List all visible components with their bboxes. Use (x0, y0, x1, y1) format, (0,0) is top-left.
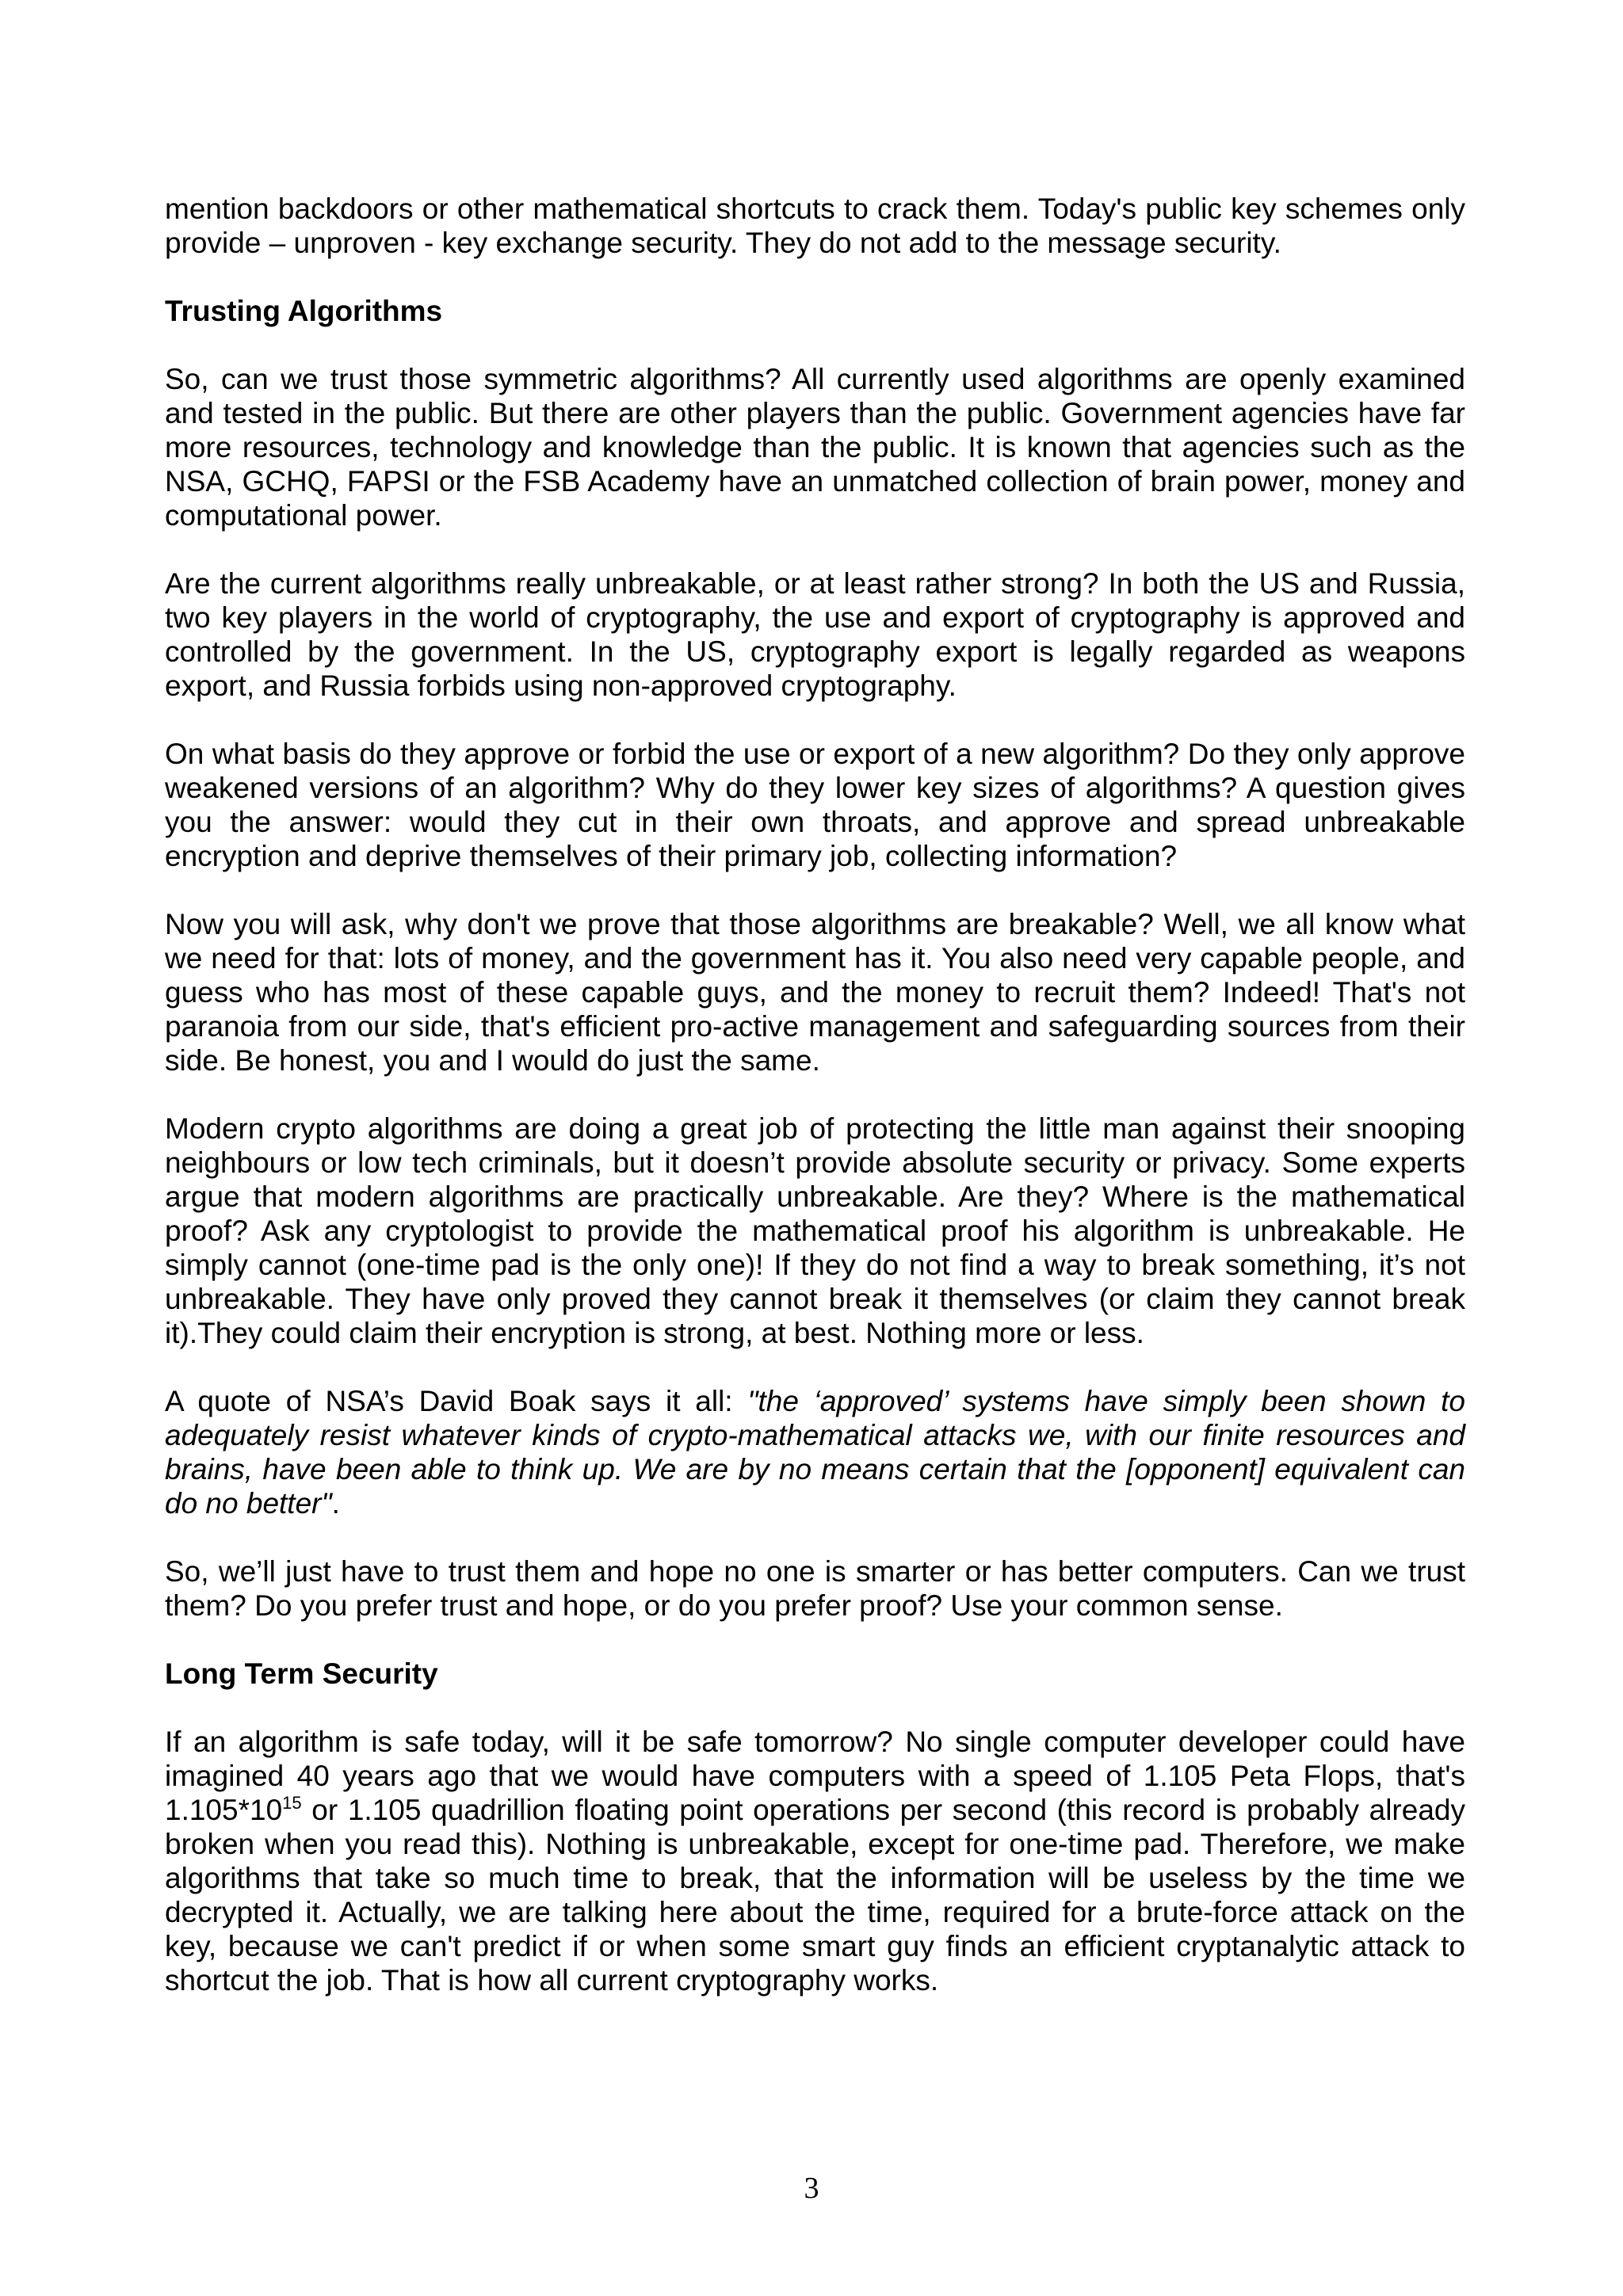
quote-paragraph (165, 1384, 1465, 1520)
paragraph-trusting-3: On what basis do they approve or forbid the use or export of a new algorithm? Do they only approve weakened versions of an algorithm? Why do they lower key sizes of algorithms? A question gives you the answer: would they cut in their own throats, and approve and spread unbreakable encryption and deprive themselves of their primary job, collecting information? (165, 738, 1465, 872)
exponent-superscript: 15 (282, 1793, 302, 1813)
quote-tail: . (331, 1487, 340, 1520)
section-heading-long-term-security: Long Term Security (165, 1657, 438, 1690)
intro-paragraph: mention backdoors or other mathematical shortcuts to crack them. Today's public key schemes only provide – unproven - key exchange security. They do not add to the message security. (165, 193, 1465, 259)
paragraph-trusting-4: Now you will ask, why don't we prove that those algorithms are breakable? Well, we all know what we need for that: lots of money, and the government has it. You also need very capable people, and guess who has most of these capable guys, and the money to recruit them? Indeed! That's not paranoia from our side, that's efficient pro-active management and safeguarding sources from their side. Be honest, you and I would do just the same. (165, 908, 1465, 1077)
paragraph-trusting-1: So, can we trust those symmetric algorithms? All currently used algorithms are openly examined and tested in the public. But there are other players than the public. Government agencies have far more resources, technology and knowledge than the public. It is known that agencies such as the NSA, GCHQ, FAPSI or the FSB Academy have an unmatched collection of brain power, money and computational power. (165, 363, 1465, 532)
lts-text-before-exponent: If an algorithm is safe today, will it be safe tomorrow? No single computer developer could have imagined 40 years ago that we would have computers with a speed of 1.105 Peta Flops, that's 1.105*10 (165, 1726, 1465, 1826)
paragraph-trusting-2: Are the current algorithms really unbreakable, or at least rather strong? In both the US and Russia, two key players in the world of cryptography, the use and export of cryptography is approved and controlled by the government. In the US, cryptography export is legally regarded as weapons export, and Russia forbids using non-approved cryptography. (165, 567, 1465, 702)
lts-text-after-exponent: or 1.105 quadrillion floating point operations per second (this record is probably already broken when you read this). Nothing is unbreakable, except for one-time pad. Therefore, we make algorithms that take so much time to break, that the information will be useless by the time we decrypted it. Actually, we are talking here about the time, required for a brute-force attack on the key, because we can't predict if or when some smart guy finds an efficient cryptanalytic attack to shortcut the job. That is how all current cryptography works. (165, 1794, 1465, 1997)
paragraph-long-term-security (165, 1725, 1465, 1997)
page-number: 3 (804, 2172, 819, 2205)
section-heading-trusting-algorithms: Trusting Algorithms (165, 295, 443, 327)
nsa-quote: "the ‘approved’ systems have simply been shown to adequately resist whatever kinds of crypto-mathematical attacks we, with our finite resources and brains, have been able to think up. We are by no means certain that the [opponent] equivalent can do no better" (165, 1385, 1465, 1520)
paragraph-trusting-5: Modern crypto algorithms are doing a great job of protecting the little man against their snooping neighbours or low tech criminals, but it doesn’t provide absolute security or privacy. Some experts argue that modern algorithms are practically unbreakable. Are they? Where is the mathematical proof? Ask any cryptologist to provide the mathematical proof his algorithm is unbreakable. He simply cannot (one-time pad is the only one)! If they do not find a way to break something, it’s not unbreakable. They have only proved they cannot break it themselves (or claim they cannot break it).They could claim their encryption is strong, at best. Nothing more or less. (165, 1112, 1465, 1349)
quote-lead: A quote of NSA’s David Boak says it all: (165, 1385, 748, 1417)
page-body (165, 192, 1465, 2031)
paragraph-trusting-closing: So, we’ll just have to trust them and hope no one is smarter or has better computers. Can we trust them? Do you prefer trust and hope, or do you prefer proof? Use your common sense. (165, 1555, 1465, 1622)
